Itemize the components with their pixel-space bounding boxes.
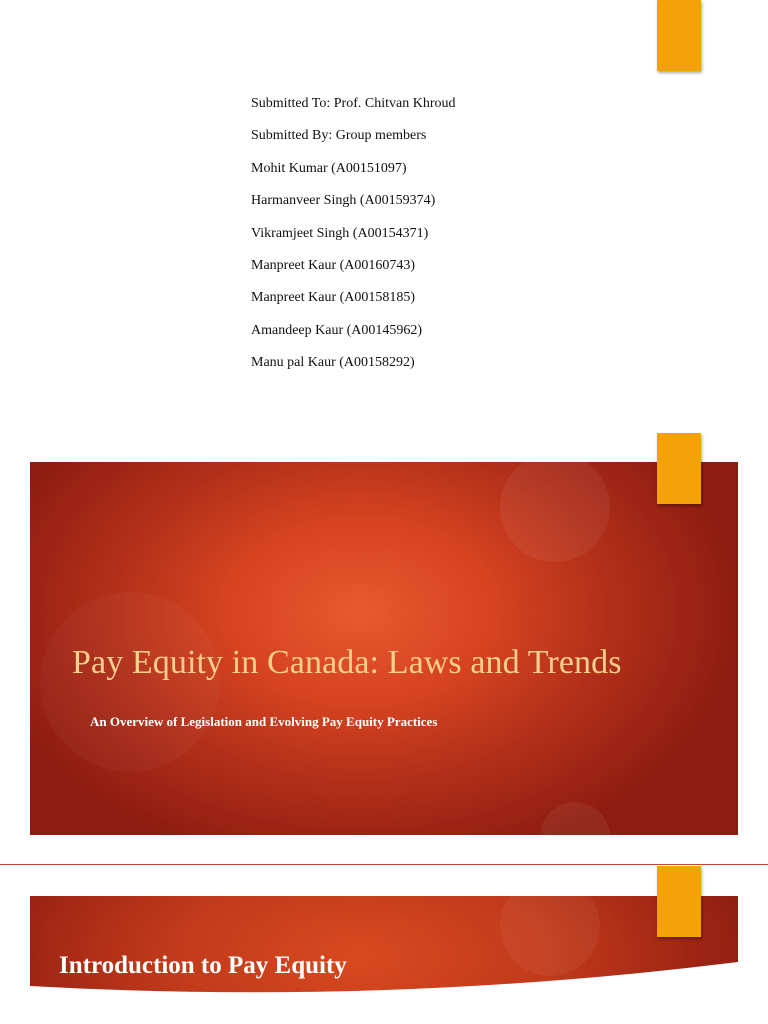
intro-slide — [30, 896, 738, 1024]
submitted-to: Submitted To: Prof. Chitvan Khroud — [251, 96, 456, 111]
submitted-by: Submitted By: Group members — [251, 128, 427, 144]
member-name: Harmanveer Singh (A00159374) — [251, 193, 436, 209]
presentation-subtitle: An Overview of Legislation and Evolving Pay Equity Practices — [90, 714, 438, 729]
member-name: Vikramjeet Singh (A00154371) — [251, 225, 429, 241]
accent-tab — [657, 433, 701, 504]
decorative-bubble — [540, 802, 610, 835]
section-title: Introduction to Pay Equity — [59, 952, 347, 979]
member-name: Manu pal Kaur (A00158292) — [251, 355, 415, 371]
decorative-bubble — [40, 592, 220, 772]
accent-tab — [657, 866, 701, 937]
member-name: Manpreet Kaur (A00158185) — [251, 290, 416, 306]
presentation-title: Pay Equity in Canada: Laws and Trends — [72, 644, 622, 681]
title-slide — [30, 462, 738, 835]
page-divider — [0, 864, 768, 865]
member-name: Manpreet Kaur (A00160743) — [251, 257, 416, 273]
submission-details — [251, 94, 455, 386]
accent-tab — [657, 0, 701, 71]
member-name: Amandeep Kaur (A00145962) — [251, 322, 423, 338]
member-name: Mohit Kumar (A00151097) — [251, 160, 407, 176]
decorative-bubble — [500, 462, 610, 562]
